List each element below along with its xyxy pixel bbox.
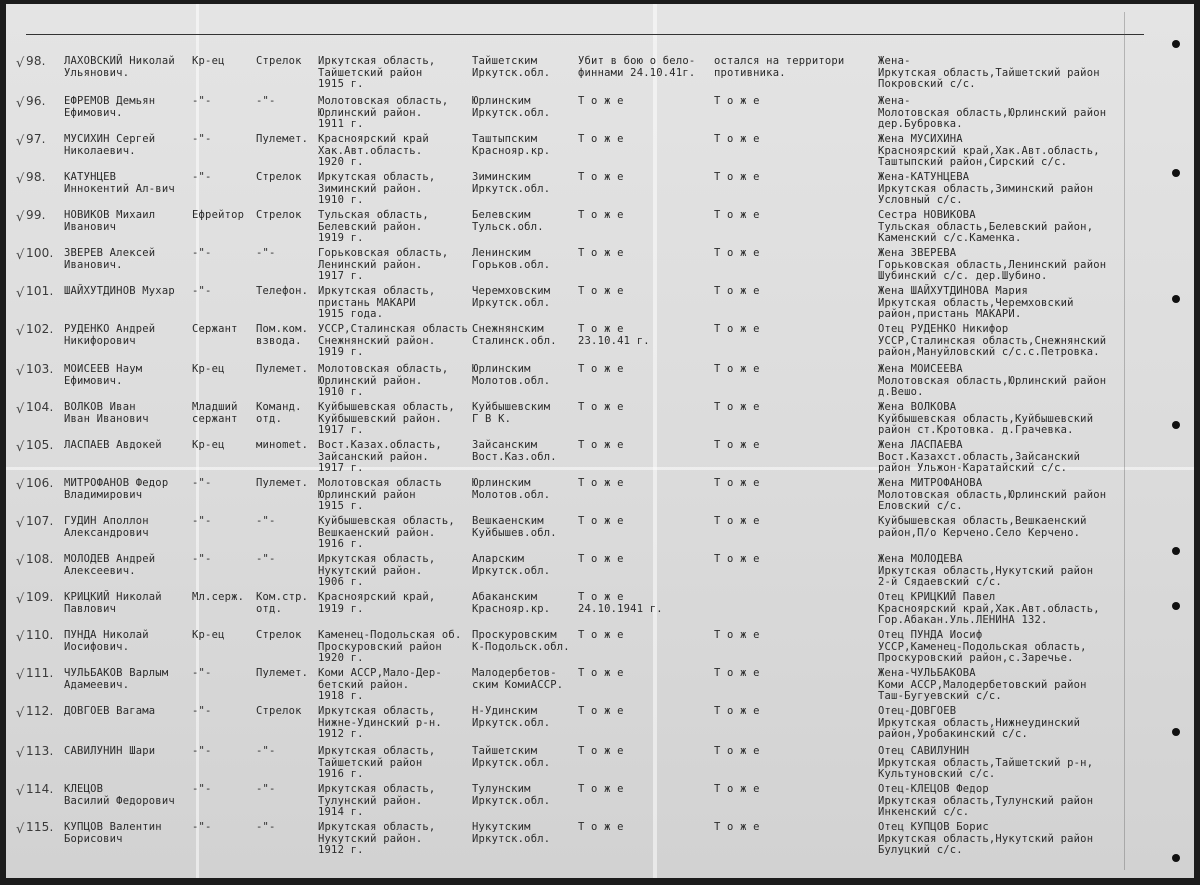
rank-cell: Ефрейтор xyxy=(192,209,245,221)
row-number: 98. xyxy=(26,170,46,184)
position-cell: -"- xyxy=(256,745,276,757)
row-number: 100. xyxy=(26,246,54,260)
check-mark: √ xyxy=(16,286,25,301)
rank-cell: Кр-ец xyxy=(192,55,225,67)
enlistment-office-cell: Аларским Иркутск.обл. xyxy=(472,553,551,577)
soldier-name: КАТУНЦЕВ Иннокентий Ал-вич xyxy=(64,171,175,195)
check-mark: √ xyxy=(16,630,25,645)
fate-cell: Т о ж е xyxy=(578,247,624,259)
rank-cell: Мл.серж. xyxy=(192,591,245,603)
table-row xyxy=(6,440,1194,480)
check-mark: √ xyxy=(16,478,25,493)
enlistment-office-cell: Зайсанским Вост.Каз.обл. xyxy=(472,439,557,463)
fate-cell: Т о ж е 24.10.1941 г. xyxy=(578,591,663,615)
row-number: 97. xyxy=(26,132,46,146)
birthplace-cell: Каменец-Подольская об. Проскуровский район 1920 г. xyxy=(318,629,462,664)
remark-cell: Т о ж е xyxy=(714,363,760,375)
row-number: 102. xyxy=(26,322,54,336)
birthplace-cell: Иркутская область, пристань МАКАРИ 1915 года. xyxy=(318,285,436,320)
table-row xyxy=(6,324,1194,364)
table-row xyxy=(6,172,1194,212)
soldier-name: МОЛОДЕВ Андрей Алексеевич. xyxy=(64,553,156,577)
soldier-name: МИТРОФАНОВ Федор Владимирович xyxy=(64,477,169,501)
rank-cell: Кр-ец xyxy=(192,629,225,641)
position-cell: минomet. xyxy=(256,439,309,451)
table-row xyxy=(6,134,1194,174)
rank-cell: Сержант xyxy=(192,323,238,335)
check-mark: √ xyxy=(16,248,25,263)
next-of-kin-cell: Отец-ДОВГОЕВ Иркутская область,Нижнеудинский район,Уробакинский с/с. xyxy=(878,705,1081,740)
enlistment-office-cell: Зиминским Иркутск.обл. xyxy=(472,171,551,195)
table-row xyxy=(6,668,1194,708)
next-of-kin-cell: Жена ВОЛКОВА Куйбышевская область,Куйбышевский район ст.Кротовка. д.Грачевка. xyxy=(878,401,1094,436)
check-mark: √ xyxy=(16,554,25,569)
row-number: 114. xyxy=(26,782,54,796)
position-cell: -"- xyxy=(256,95,276,107)
remark-cell: Т о ж е xyxy=(714,133,760,145)
enlistment-office-cell: Проскуровским К-Подольск.обл. xyxy=(472,629,570,653)
table-row xyxy=(6,592,1194,632)
row-number: 99. xyxy=(26,208,46,222)
next-of-kin-cell: Куйбышевская область,Вешкаенский район,П/о Керчено.Село Керчено. xyxy=(878,515,1087,539)
position-cell: -"- xyxy=(256,515,276,527)
remark-cell: Т о ж е xyxy=(714,285,760,297)
remark-cell: Т о ж е xyxy=(714,745,760,757)
position-cell: -"- xyxy=(256,821,276,833)
fate-cell: Т о ж е xyxy=(578,285,624,297)
rank-cell: -"- xyxy=(192,285,212,297)
next-of-kin-cell: Жена-ЧУЛЬБАКОВА Коми АССР,Малодербетовский район Таш-Бугуевский с/с. xyxy=(878,667,1087,702)
soldier-name: ЗВЕРЕВ Алексей Иванович. xyxy=(64,247,156,271)
table-row xyxy=(6,746,1194,786)
rank-cell: -"- xyxy=(192,553,212,565)
position-cell: Пулемет. xyxy=(256,477,309,489)
birthplace-cell: Коми АССР,Мало-Дер- бетский район. 1918 г. xyxy=(318,667,442,702)
remark-cell: Т о ж е xyxy=(714,821,760,833)
position-cell: Ком.стр. отд. xyxy=(256,591,309,615)
position-cell: Стрелок xyxy=(256,629,302,641)
soldier-name: ЧУЛЬБАКОВ Варлым Адамеевич. xyxy=(64,667,169,691)
fate-cell: Т о ж е xyxy=(578,783,624,795)
enlistment-office-cell: Нукутским Иркутск.обл. xyxy=(472,821,551,845)
position-cell: Пом.ком. взвода. xyxy=(256,323,309,347)
table-row xyxy=(6,248,1194,288)
row-number: 113. xyxy=(26,744,54,758)
next-of-kin-cell: Жена ЗВЕРЕВА Горьковская область,Ленинский район Шубинский с/с. дер.Шубино. xyxy=(878,247,1107,282)
row-number: 111. xyxy=(26,666,54,680)
enlistment-office-cell: Куйбышевским Г В К. xyxy=(472,401,551,425)
check-mark: √ xyxy=(16,324,25,339)
header-rule xyxy=(26,34,1144,35)
row-number: 110. xyxy=(26,628,54,642)
fate-cell: Т о ж е xyxy=(578,553,624,565)
fate-cell: Убит в бою о бело- финнами 24.10.41г. xyxy=(578,55,696,79)
enlistment-office-cell: Юрлинским Молотов.обл. xyxy=(472,477,551,501)
rank-cell: -"- xyxy=(192,705,212,717)
position-cell: Стрелок xyxy=(256,209,302,221)
table-row xyxy=(6,210,1194,250)
remark-cell: Т о ж е xyxy=(714,477,760,489)
soldier-name: ПУНДА Николай Иосифович. xyxy=(64,629,149,653)
soldier-name: САВИЛУНИН Шари xyxy=(64,745,156,757)
remark-cell: Т о ж е xyxy=(714,783,760,795)
row-number: 115. xyxy=(26,820,54,834)
birthplace-cell: Иркутская область, Тайшетский район 1916 г. xyxy=(318,745,436,780)
table-row xyxy=(6,784,1194,824)
soldier-name: КЛЕЦОВ Василий Федорович xyxy=(64,783,175,807)
position-cell: Стрелок xyxy=(256,171,302,183)
fate-cell: Т о ж е xyxy=(578,439,624,451)
remark-cell: Т о ж е xyxy=(714,667,760,679)
table-row xyxy=(6,56,1194,96)
document-sheet xyxy=(6,4,1194,878)
fate-cell: Т о ж е xyxy=(578,401,624,413)
row-number: 103. xyxy=(26,362,54,376)
next-of-kin-cell: Отец КУПЦОВ Борис Иркутская область,Нукутский район Булуцкий с/с. xyxy=(878,821,1094,856)
soldier-name: ДОВГОЕВ Вагама xyxy=(64,705,156,717)
fate-cell: Т о ж е 23.10.41 г. xyxy=(578,323,650,347)
remark-cell: Т о ж е xyxy=(714,247,760,259)
enlistment-office-cell: Тайшетским Иркутск.обл. xyxy=(472,55,551,79)
check-mark: √ xyxy=(16,592,25,607)
birthplace-cell: Красноярский край, 1919 г. xyxy=(318,591,436,615)
check-mark: √ xyxy=(16,402,25,417)
row-number: 107. xyxy=(26,514,54,528)
check-mark: √ xyxy=(16,746,25,761)
fate-cell: Т о ж е xyxy=(578,133,624,145)
enlistment-office-cell: Юрлинским Молотов.обл. xyxy=(472,363,551,387)
soldier-name: ЛАСПАЕВ Авдокей xyxy=(64,439,162,451)
next-of-kin-cell: Отец ПУНДА Иосиф УССР,Каменец-Подольская область, Проскуровский район,с.Заречье. xyxy=(878,629,1087,664)
next-of-kin-cell: Жена МОИСЕЕВА Молотовская область,Юрлинский район д.Вешо. xyxy=(878,363,1107,398)
rank-cell: -"- xyxy=(192,171,212,183)
birthplace-cell: Иркутская область, Нукутский район. 1912 г. xyxy=(318,821,436,856)
rank-cell: -"- xyxy=(192,783,212,795)
position-cell: -"- xyxy=(256,247,276,259)
position-cell: Стрелок xyxy=(256,705,302,717)
soldier-name: ЕФРЕМОВ Демьян Ефимович. xyxy=(64,95,156,119)
next-of-kin-cell: Жена МУСИХИНА Красноярский край,Хак.Авт.область, Таштыпский район,Сирский с/с. xyxy=(878,133,1100,168)
birthplace-cell: Иркутская область, Нижне-Удинский р-н. 1912 г. xyxy=(318,705,442,740)
enlistment-office-cell: Снежнянским Сталинск.обл. xyxy=(472,323,557,347)
position-cell: -"- xyxy=(256,553,276,565)
fate-cell: Т о ж е xyxy=(578,477,624,489)
row-number: 109. xyxy=(26,590,54,604)
remark-cell: Т о ж е xyxy=(714,209,760,221)
fate-cell: Т о ж е xyxy=(578,629,624,641)
soldier-name: МОИСЕЕВ Наум Ефимович. xyxy=(64,363,143,387)
row-number: 96. xyxy=(26,94,46,108)
remark-cell: Т о ж е xyxy=(714,171,760,183)
check-mark: √ xyxy=(16,784,25,799)
soldier-name: ВОЛКОВ Иван Иван Иванович xyxy=(64,401,149,425)
rank-cell: -"- xyxy=(192,133,212,145)
soldier-name: ШАЙХУТДИНОВ Мухар xyxy=(64,285,175,297)
next-of-kin-cell: Отец САВИЛУНИН Иркутская область,Тайшетский р-н, Культуновский с/с. xyxy=(878,745,1094,780)
birthplace-cell: Молотовская область, Юрлинский район. 1911 г. xyxy=(318,95,449,130)
birthplace-cell: Иркутская область, Тулунский район. 1914 г. xyxy=(318,783,436,818)
check-mark: √ xyxy=(16,96,25,111)
table-row xyxy=(6,478,1194,518)
remark-cell: Т о ж е xyxy=(714,95,760,107)
birthplace-cell: Молотовская область Юрлинский район 1915 г. xyxy=(318,477,442,512)
next-of-kin-cell: Сестра НОВИКОВА Тульская область,Белевский район, Каменский с/с.Каменка. xyxy=(878,209,1094,244)
rank-cell: -"- xyxy=(192,95,212,107)
rank-cell: Кр-ец xyxy=(192,439,225,451)
check-mark: √ xyxy=(16,134,25,149)
check-mark: √ xyxy=(16,172,25,187)
birthplace-cell: Иркутская область, Нукутский район. 1906 г. xyxy=(318,553,436,588)
next-of-kin-cell: Отец КРИЦКИЙ Павел Красноярский край,Хак.Авт.область, Гор.Абакан.Уль.ЛЕНИНА 132. xyxy=(878,591,1100,626)
check-mark: √ xyxy=(16,210,25,225)
remark-cell: Т о ж е xyxy=(714,439,760,451)
birthplace-cell: Красноярский край Хак.Авт.область. 1920 г. xyxy=(318,133,429,168)
check-mark: √ xyxy=(16,668,25,683)
soldier-name: РУДЕНКО Андрей Никифорович xyxy=(64,323,156,347)
remark-cell: Т о ж е xyxy=(714,323,760,335)
row-number: 106. xyxy=(26,476,54,490)
soldier-name: КРИЦКИЙ Николай Павлович xyxy=(64,591,162,615)
rank-cell: -"- xyxy=(192,247,212,259)
remark-cell: Т о ж е xyxy=(714,629,760,641)
table-row xyxy=(6,554,1194,594)
birthplace-cell: Куйбышевская область, Вешкаенский район. 1916 г. xyxy=(318,515,455,550)
check-mark: √ xyxy=(16,56,25,71)
birthplace-cell: Вост.Казах.область, Зайсанский район. 1917 г. xyxy=(318,439,442,474)
next-of-kin-cell: Жена МОЛОДЕВА Иркутская область,Нукутский район 2-й Сядаевский с/с. xyxy=(878,553,1094,588)
next-of-kin-cell: Отец-КЛЕЦОВ Федор Иркутская область,Тулунский район Инкенский с/с. xyxy=(878,783,1094,818)
birthplace-cell: Иркутская область, Тайшетский район 1915 г. xyxy=(318,55,436,90)
table-row xyxy=(6,96,1194,136)
table-row xyxy=(6,706,1194,746)
position-cell: Пулемет. xyxy=(256,667,309,679)
fate-cell: Т о ж е xyxy=(578,363,624,375)
next-of-kin-cell: Жена ШАЙХУТДИНОВА Мария Иркутская область,Черемховский район,пристань МАКАРИ. xyxy=(878,285,1074,320)
rank-cell: -"- xyxy=(192,821,212,833)
fate-cell: Т о ж е xyxy=(578,209,624,221)
fate-cell: Т о ж е xyxy=(578,515,624,527)
row-number: 98. xyxy=(26,54,46,68)
remark-cell: Т о ж е xyxy=(714,515,760,527)
table-row xyxy=(6,822,1194,862)
row-number: 105. xyxy=(26,438,54,452)
fate-cell: Т о ж е xyxy=(578,745,624,757)
birthplace-cell: Горьковская область, Ленинский район. 1917 г. xyxy=(318,247,449,282)
soldier-name: КУПЦОВ Валентин Борисович xyxy=(64,821,162,845)
birthplace-cell: Молотовская область, Юрлинский район. 1910 г. xyxy=(318,363,449,398)
position-cell: Стрелок xyxy=(256,55,302,67)
check-mark: √ xyxy=(16,822,25,837)
remark-cell: Т о ж е xyxy=(714,705,760,717)
enlistment-office-cell: Юрлинским Иркутск.обл. xyxy=(472,95,551,119)
next-of-kin-cell: Жена-КАТУНЦЕВА Иркутская область,Зиминский район Условный с/с. xyxy=(878,171,1094,206)
rank-cell: -"- xyxy=(192,667,212,679)
remark-cell: остался на территори противника. xyxy=(714,55,845,79)
enlistment-office-cell: Тулунским Иркутск.обл. xyxy=(472,783,551,807)
remark-cell: Т о ж е xyxy=(714,553,760,565)
check-mark: √ xyxy=(16,516,25,531)
punch-hole xyxy=(1172,40,1180,48)
table-row xyxy=(6,630,1194,670)
row-number: 104. xyxy=(26,400,54,414)
enlistment-office-cell: Белевским Тульск.обл. xyxy=(472,209,544,233)
position-cell: Команд. отд. xyxy=(256,401,302,425)
rank-cell: -"- xyxy=(192,477,212,489)
table-row xyxy=(6,516,1194,556)
enlistment-office-cell: Абаканским Краснояр.кр. xyxy=(472,591,551,615)
birthplace-cell: Иркутская область, Зиминский район. 1910 г. xyxy=(318,171,436,206)
table-row xyxy=(6,364,1194,404)
enlistment-office-cell: Тайшетским Иркутск.обл. xyxy=(472,745,551,769)
rank-cell: Кр-ец xyxy=(192,363,225,375)
next-of-kin-cell: Жена- Молотовская область,Юрлинский район дер.Бубровка. xyxy=(878,95,1107,130)
position-cell: Пулемет. xyxy=(256,133,309,145)
position-cell: Пулемет. xyxy=(256,363,309,375)
fate-cell: Т о ж е xyxy=(578,705,624,717)
enlistment-office-cell: Вешкаенским Куйбышев.обл. xyxy=(472,515,557,539)
next-of-kin-cell: Жена ЛАСПАЕВА Вост.Казахст.область,Зайсанский район Ульжон-Каратайский с/с. xyxy=(878,439,1081,474)
birthplace-cell: УССР,Сталинская область Снежнянский район. 1919 г. xyxy=(318,323,468,358)
fate-cell: Т о ж е xyxy=(578,821,624,833)
rank-cell: -"- xyxy=(192,745,212,757)
soldier-name: ЛАХОВСКИЙ Николай Ульянович. xyxy=(64,55,175,79)
enlistment-office-cell: Малодербетов- ским КомиАССР. xyxy=(472,667,564,691)
next-of-kin-cell: Отец РУДЕНКО Никифор УССР,Сталинская область,Снежнянский район,Мануйловский с/с.с.Петровка. xyxy=(878,323,1107,358)
rank-cell: Младший сержант xyxy=(192,401,238,425)
row-number: 101. xyxy=(26,284,54,298)
row-number: 112. xyxy=(26,704,54,718)
check-mark: √ xyxy=(16,706,25,721)
check-mark: √ xyxy=(16,440,25,455)
enlistment-office-cell: Таштыпским Краснояр.кр. xyxy=(472,133,551,157)
position-cell: -"- xyxy=(256,783,276,795)
birthplace-cell: Тульская область, Белевский район. 1919 г. xyxy=(318,209,429,244)
enlistment-office-cell: Н-Удинским Иркутск.обл. xyxy=(472,705,551,729)
fate-cell: Т о ж е xyxy=(578,95,624,107)
next-of-kin-cell: Жена МИТРОФАНОВА Молотовская область,Юрлинский район Еловский с/с. xyxy=(878,477,1107,512)
rank-cell: -"- xyxy=(192,515,212,527)
table-row xyxy=(6,286,1194,326)
enlistment-office-cell: Ленинским Горьков.обл. xyxy=(472,247,551,271)
row-number: 108. xyxy=(26,552,54,566)
enlistment-office-cell: Черемховским Иркутск.обл. xyxy=(472,285,551,309)
birthplace-cell: Куйбышевская область, Куйбышевский район. 1917 г. xyxy=(318,401,455,436)
soldier-name: НОВИКОВ Михаил Иванович xyxy=(64,209,156,233)
check-mark: √ xyxy=(16,364,25,379)
fate-cell: Т о ж е xyxy=(578,667,624,679)
position-cell: Телефон. xyxy=(256,285,309,297)
table-row xyxy=(6,402,1194,442)
fate-cell: Т о ж е xyxy=(578,171,624,183)
soldier-name: ГУДИН Аполлон Александрович xyxy=(64,515,149,539)
remark-cell: Т о ж е xyxy=(714,401,760,413)
soldier-name: МУСИХИН Сергей Николаевич. xyxy=(64,133,156,157)
next-of-kin-cell: Жена- Иркутская область,Тайшетский район Покровский с/с. xyxy=(878,55,1100,90)
